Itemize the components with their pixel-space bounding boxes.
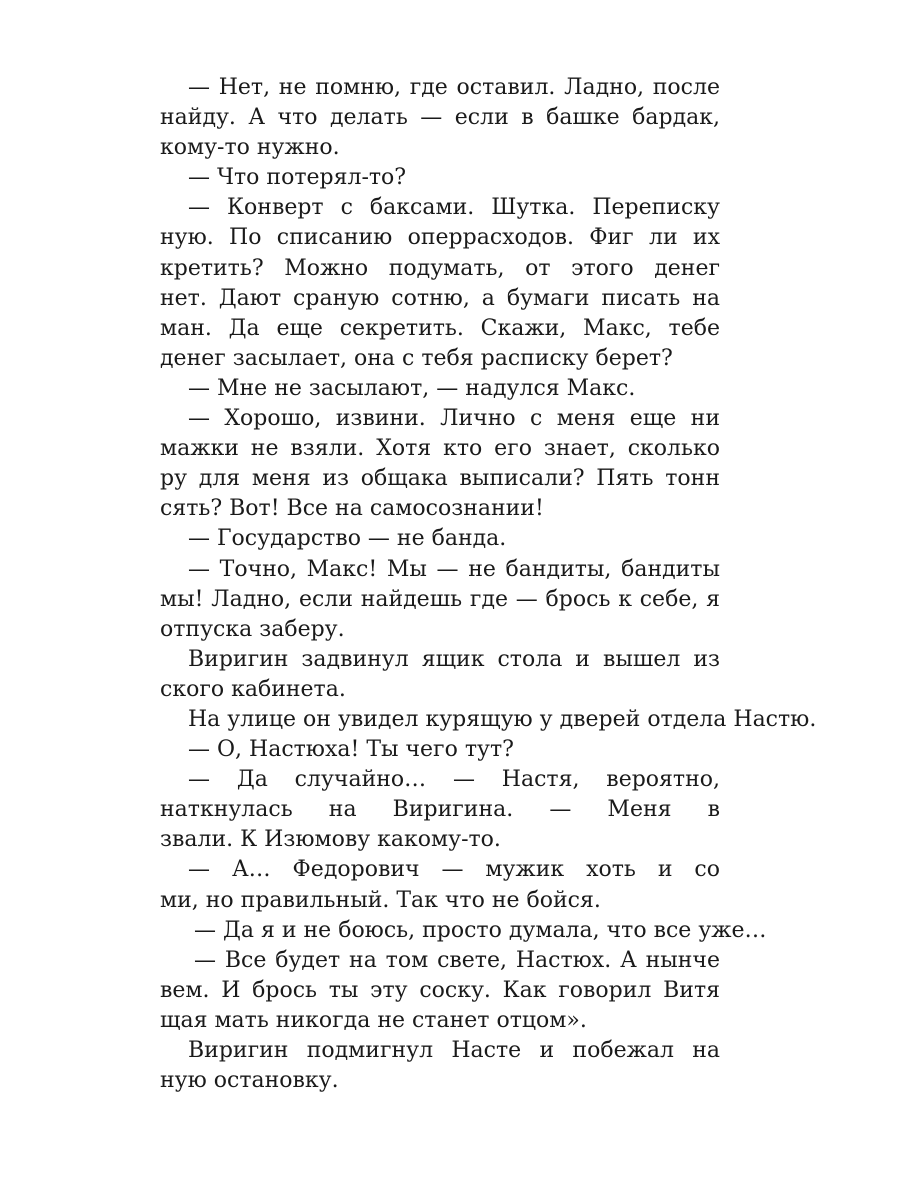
text-line-17: — Точно, Макс! Мы — не бандиты, бандиты [188,556,720,582]
text-line-1: — Нет, не помню, где оставил. Ладно, после [188,75,720,100]
text-line-11: — Мне не засылают, — надулся Макс. [188,375,636,401]
text-line-28: ми, но правильный. Так что не бойся. [160,887,601,913]
text-line-16: — Государство — не банда. [188,526,507,552]
text-line-3: кому-то нужно. [160,135,340,161]
text-line-33: Виригин подмигнул Насте и побежал на [188,1038,720,1063]
text-line-10: денег засылает, она с тебя расписку берет? [160,345,673,371]
text-line-2: найду. А что делать — если в башке бардак, [160,105,720,131]
text-line-9: ман. Да еще секретить. Скажи, Макс, тебе [160,315,720,341]
text-line-31: вем. И брось ты эту соску. Как говорил Витя [160,977,720,1003]
text-line-27: — А… Федорович — мужик хоть и со [188,857,720,883]
text-line-20: Виригин задвинул ящик стола и вышел из [188,646,720,672]
text-line-5: — Конверт с баксами. Шутка. Переписку [188,195,720,221]
text-line-14: ру для меня из общака выписали? Пять тонн [160,466,720,492]
page-text [160,73,817,1096]
text-line-6: ную. По списанию оперрасходов. Фиг ли их [160,225,720,251]
text-line-12: — Хорошо, извини. Лично с меня еще ни [188,406,720,432]
text-line-15: сять? Вот! Все на самосознании! [160,496,544,522]
text-line-26: звали. К Изюмову какому-то. [160,827,501,853]
text-line-7: кретить? Можно подумать, от этого денег [160,255,720,281]
text-line-32: щая мать никогда не станет отцом». [160,1007,587,1033]
text-line-22: На улице он увидел курящую у дверей отдела Настю. [188,706,817,732]
text-line-23: — О, Настюха! Ты чего тут? [188,737,514,763]
text-line-30: — Все будет на том свете, Настюх. А нынче [194,947,720,973]
text-line-34: ную остановку. [160,1068,339,1094]
text-line-4: — Что потерял-то? [188,165,407,191]
text-line-29: — Да я и не боюсь, просто думала, что все уже… [194,917,767,943]
text-line-19: отпуска заберу. [160,616,345,642]
text-line-21: ского кабинета. [160,676,346,702]
text-line-24: — Да случайно… — Настя, вероятно, [188,767,720,793]
text-line-18: мы! Ладно, если найдешь где — брось к себе, я [160,586,720,612]
text-line-8: нет. Дают сраную сотню, а бумаги писать на [160,285,720,311]
text-line-13: мажки не взяли. Хотя кто его знает, сколько [160,436,720,462]
text-line-25: наткнулась на Виригина. — Меня в [160,797,720,823]
